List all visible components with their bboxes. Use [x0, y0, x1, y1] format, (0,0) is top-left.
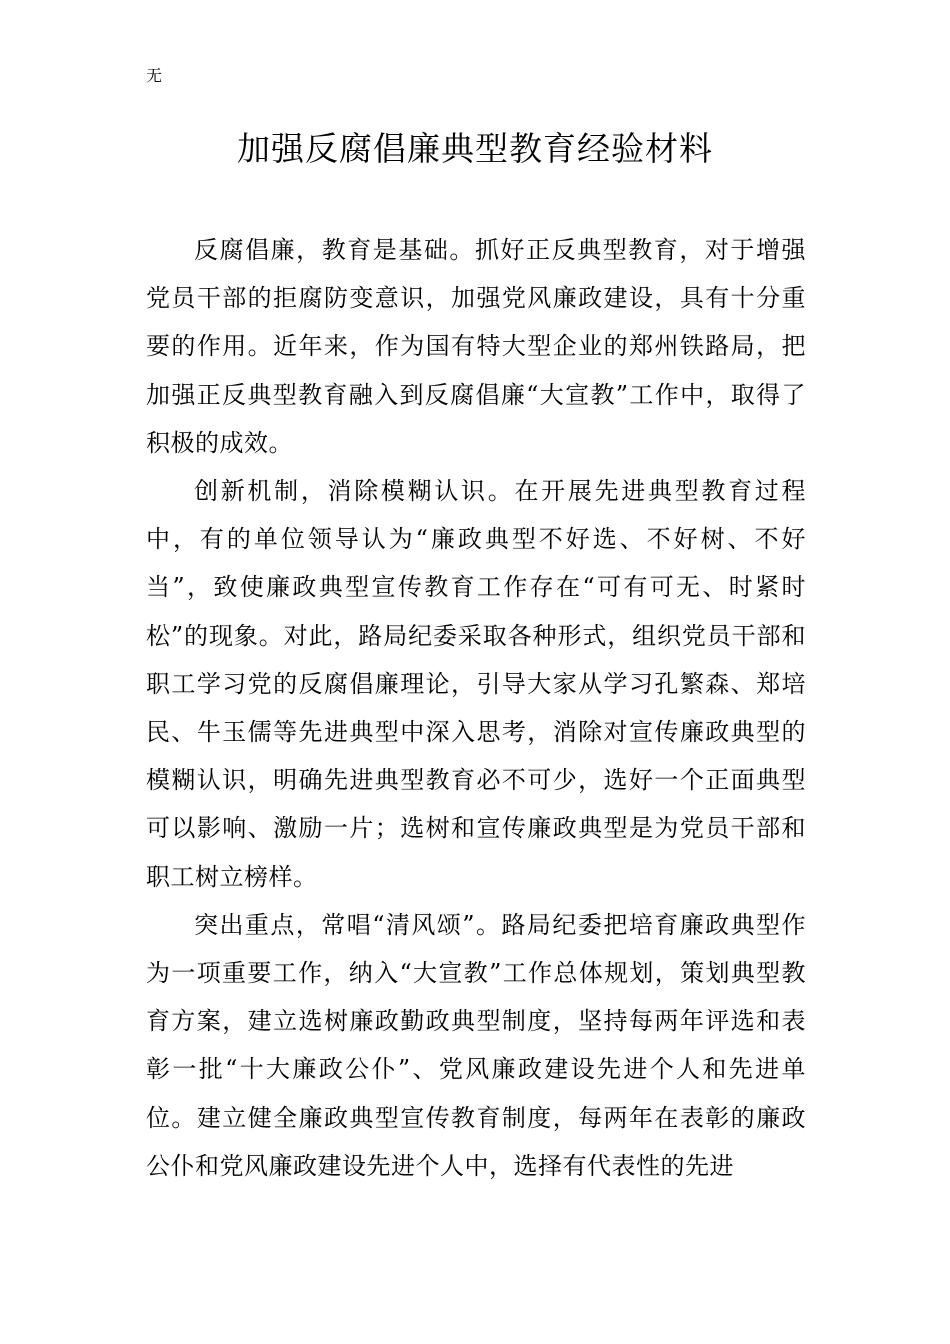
- header-mark: 无: [146, 66, 163, 85]
- paragraph: 突出重点，常唱“清风颂”。路局纪委把培育廉政典型作为一项重要工作，纳入“大宣教”工作总体规划，策划典型教育方案，建立选树廉政勤政典型制度，坚持每两年评选和表彰一批“十大廉政公仆”、党风廉政建设先进个人和先进单位。建立健全廉政典型宣传教育制度，每两年在表彰的廉政公仆和党风廉政建设先进个人中，选择有代表性的先进: [146, 910, 806, 1180]
- document-title: 加强反腐倡廉典型教育经验材料: [237, 129, 713, 168]
- document-body: [146, 226, 806, 1190]
- paragraph: 创新机制，消除模糊认识。在开展先进典型教育过程中，有的单位领导认为“廉政典型不好选、不好树、不好当”，致使廉政典型宣传教育工作存在“可有可无、时紧时松”的现象。对此，路局纪委采取各种形式，组织党员干部和职工学习党的反腐倡廉理论，引导大家从学习孔繁森、郑培民、牛玉儒等先进典型中深入思考，消除对宣传廉政典型的模糊认识，明确先进典型教育必不可少，选好一个正面典型可以影响、激励一片；选树和宣传廉政典型是为党员干部和职工树立榜样。: [146, 477, 806, 891]
- paragraph: 反腐倡廉，教育是基础。抓好正反典型教育，对于增强党员干部的拒腐防变意识，加强党风廉政建设，具有十分重要的作用。近年来，作为国有特大型企业的郑州铁路局，把加强正反典型教育融入到反腐倡廉“大宣教”工作中，取得了积极的成效。: [146, 236, 806, 457]
